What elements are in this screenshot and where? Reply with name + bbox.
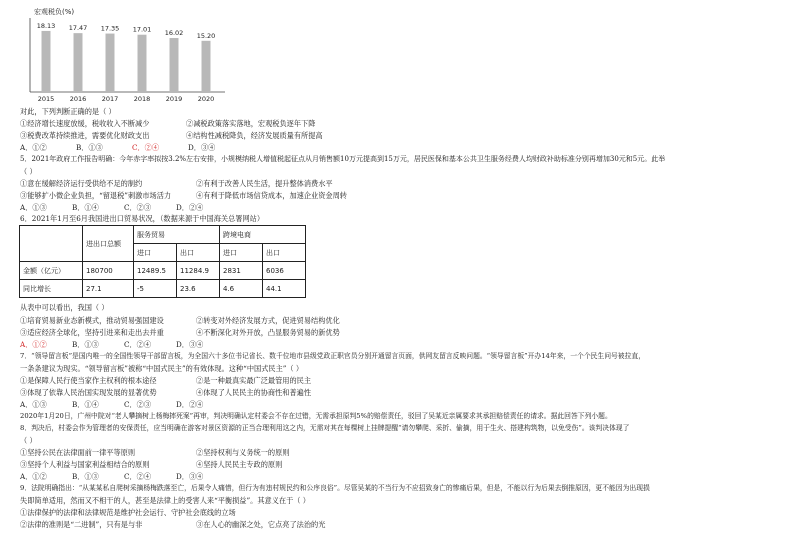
- q8-context: 2020年1月20日，广州中院对“老人攀摘树上杨梅摔死案”再审，判决明确认定村委会不存在过错，无需承担原判5%的赔偿责任，驳回了吴某近亲属要求其承担赔偿责任的请求。据此回答下列小题。: [20, 412, 612, 420]
- table-header-service-export: 出口: [177, 244, 220, 262]
- table-row-label-growth: 同比增长: [20, 280, 83, 298]
- table-cell: 4.6: [220, 280, 263, 298]
- table-cell: 6036: [263, 262, 306, 280]
- q7-stem-line-2: 一条条建议为现实。“领导留言板”被称“中国式民主”的有效体现。这种“中国式民主”（ ）: [20, 364, 304, 373]
- bar-value-label: 17.35: [100, 24, 120, 33]
- q5-option-3: ③能够扩小微企业负担，“留退税”刺激市场活力: [20, 191, 172, 200]
- q8-choice-b: B．①③: [72, 472, 99, 481]
- bar-value-label: 17.01: [132, 25, 152, 34]
- q6-choice-b: B．①③: [72, 340, 99, 349]
- q5-stem: 5．2021年政府工作报告明确：今年赤字率拟按3.2%左右安排，小规模纳税人增值税起征点从月销售额10万元提高到15万元，居民医保和基本公共卫生服务经费人均财政补助标准分别再增加30元和5元。此举: [20, 155, 666, 163]
- bar-value-label: 16.02: [164, 29, 184, 38]
- q7-choice-b: B．①④: [72, 400, 99, 409]
- table-header-cross-export: 出口: [263, 244, 306, 262]
- q9-option-3: ③在人心的幽深之处，它点亮了法治的光: [196, 520, 326, 529]
- q6-option-2: ②转变对外经济发展方式，促进贸易结构优化: [196, 316, 340, 325]
- table-cell: 180700: [83, 262, 134, 280]
- bar-value-label: 18.13: [36, 21, 56, 30]
- bar-2015: [42, 31, 51, 92]
- q5-option-4: ④有利于降低市场信贷成本，加速企业资金周转: [196, 191, 347, 200]
- q8-blank: （ ）: [20, 436, 37, 445]
- q4-option-4: ④结构性减税降负，经济发展质量有所提高: [186, 131, 323, 140]
- q8-choice-d: D．③④: [176, 472, 204, 481]
- q8-choice-a: A．①②: [20, 472, 47, 481]
- bar-value-label: 15.20: [196, 31, 216, 40]
- x-tick-label: 2016: [69, 95, 87, 103]
- q6-stem: 6．2021年1月至6月我国进出口贸易状况，（数据来源于中国海关总署网站）: [20, 214, 265, 223]
- q9-stem-line-1: 9．法院明确指出：“从某某私自爬树采摘杨梅跌落至亡，后果令人痛惜，但行为有违村规民约和公序良俗”。尽管吴某的不当行为不应招致身亡的惨痛后果，但是，不能以行为后果去倒推原因，更不能因为出现损: [20, 484, 650, 492]
- table-cell: 2831: [220, 262, 263, 280]
- table-cell: 44.1: [263, 280, 306, 298]
- q6-choice-d: D．③④: [176, 340, 204, 349]
- q4-choice-d: D．③④: [188, 143, 216, 152]
- bar-2018: [138, 35, 147, 92]
- chart-ylabel: 宏观税负(%): [34, 8, 75, 16]
- table-cell: 27.1: [83, 280, 134, 298]
- q9-stem-line-2: 失即简单适用，然而又不相干的人，甚至是法律上的受害人来“平衡损益”。其意义在于（ ）: [20, 496, 310, 505]
- q5-choice-c: C．②③: [124, 203, 152, 212]
- table-cell: -5: [134, 280, 177, 298]
- table-header-cross-import: 进口: [220, 244, 263, 262]
- table-header-cross: 跨境电商: [220, 226, 306, 244]
- q8-option-3: ③坚持个人利益与国家利益相结合的原则: [20, 460, 150, 469]
- tax-burden-chart: [20, 0, 240, 106]
- q6-option-4: ④不断深化对外开放，凸显服务贸易的新优势: [196, 328, 340, 337]
- q7-option-1: ①是保障人民行使当家作主权利的根本途径: [20, 376, 157, 385]
- bar-2020: [202, 41, 211, 92]
- bar-2016: [74, 33, 83, 92]
- q4-option-2: ②减税政策落实落地，宏观税负逐年下降: [186, 119, 316, 128]
- q4-option-1: ①经济增长速度放缓，税收收入不断减少: [20, 119, 150, 128]
- table-cell: 11284.9: [177, 262, 220, 280]
- q7-option-4: ④体现了人民民主的协商性和普遍性: [196, 388, 312, 397]
- q4-intro: 对此，下列判断正确的是（ ）: [20, 107, 116, 116]
- trade-table: [19, 225, 306, 298]
- q8-choice-c: C．②④: [124, 472, 152, 481]
- q4-choice-b: B．①③: [76, 143, 103, 152]
- bar-2017: [106, 34, 115, 92]
- q7-choice-d: D．②④: [176, 400, 204, 409]
- q8-option-2: ②坚持权利与义务统一的原则: [196, 448, 290, 457]
- x-tick-label: 2015: [37, 95, 55, 103]
- q5-choice-a: A．①③: [20, 203, 47, 212]
- table-corner: [20, 226, 83, 262]
- q8-stem: 8．判决后，村委会作为管理者的安保责任，应当明确在游客对景区资源的正当合理利用这之内，无需对其在每棵树上挂牌提醒“请勿攀爬、采折、偷摘，用于生火、搭建构筑物，以免受伤”。该判决体现了: [20, 424, 630, 432]
- q5-blank: （ ）: [20, 167, 37, 176]
- q4-option-3: ③税费改革持续推进，需要优化财政支出: [20, 131, 150, 140]
- x-tick-label: 2020: [197, 95, 215, 103]
- bar-value-label: 17.47: [68, 24, 88, 33]
- q6-choice-c: C．②④: [124, 340, 152, 349]
- bar-2019: [170, 38, 179, 92]
- table-cell: 12489.5: [134, 262, 177, 280]
- q5-option-1: ①意在缓解经济运行受供给不足的制约: [20, 179, 143, 188]
- q7-option-2: ②是一种最真实最广泛最管用的民主: [196, 376, 312, 385]
- q6-option-1: ①培育贸易新业态新模式，推动贸易强国建设: [20, 316, 164, 325]
- table-header-service-import: 进口: [134, 244, 177, 262]
- q7-choice-a: A．①③: [20, 400, 47, 409]
- q7-stem-line-1: 7．“领导留言板”是国内唯一的全国性领导干部留言板，为全国六十多位书记省长、数千位地市县级党政正职官员分别开通留言页面，供网友留言反映问题。“领导留言板”开办14年来，一个个民生问号被拉直，: [20, 352, 645, 360]
- q6-question: 从表中可以看出，我国（ ）: [20, 303, 109, 312]
- q9-option-2: ②法律的准则是“二进制”，只有是与非: [20, 520, 143, 529]
- q6-option-3: ③适应经济全球化，坚持引进来和走出去并重: [20, 328, 164, 337]
- q5-option-2: ②有利于改善人民生活，提升整体消费水平: [196, 179, 333, 188]
- q4-choice-c: C．②④: [132, 143, 160, 152]
- x-tick-label: 2017: [101, 95, 119, 103]
- table-header-total: 进出口总额: [83, 226, 134, 262]
- x-tick-label: 2018: [133, 95, 151, 103]
- q6-choice-a: A．①②: [20, 340, 47, 349]
- q8-option-1: ①坚持公民在法律面前一律平等原则: [20, 448, 136, 457]
- table-row-label-amount: 金额（亿元）: [20, 262, 83, 280]
- q7-option-3: ③体现了依靠人民治国实现发展的显著优势: [20, 388, 157, 397]
- q5-choice-d: D．②④: [176, 203, 204, 212]
- table-header-service: 服务贸易: [134, 226, 220, 244]
- q5-choice-b: B．①④: [72, 203, 99, 212]
- table-cell: 23.6: [177, 280, 220, 298]
- q9-option-1: ①法律保护的法律和法律规范是维护社会运行、守护社会底线的立场: [20, 508, 236, 517]
- q7-choice-c: C．②③: [124, 400, 152, 409]
- q4-choice-a: A．①②: [20, 143, 47, 152]
- q8-option-4: ④坚持人民民主专政的原则: [196, 460, 283, 469]
- x-tick-label: 2019: [165, 95, 183, 103]
